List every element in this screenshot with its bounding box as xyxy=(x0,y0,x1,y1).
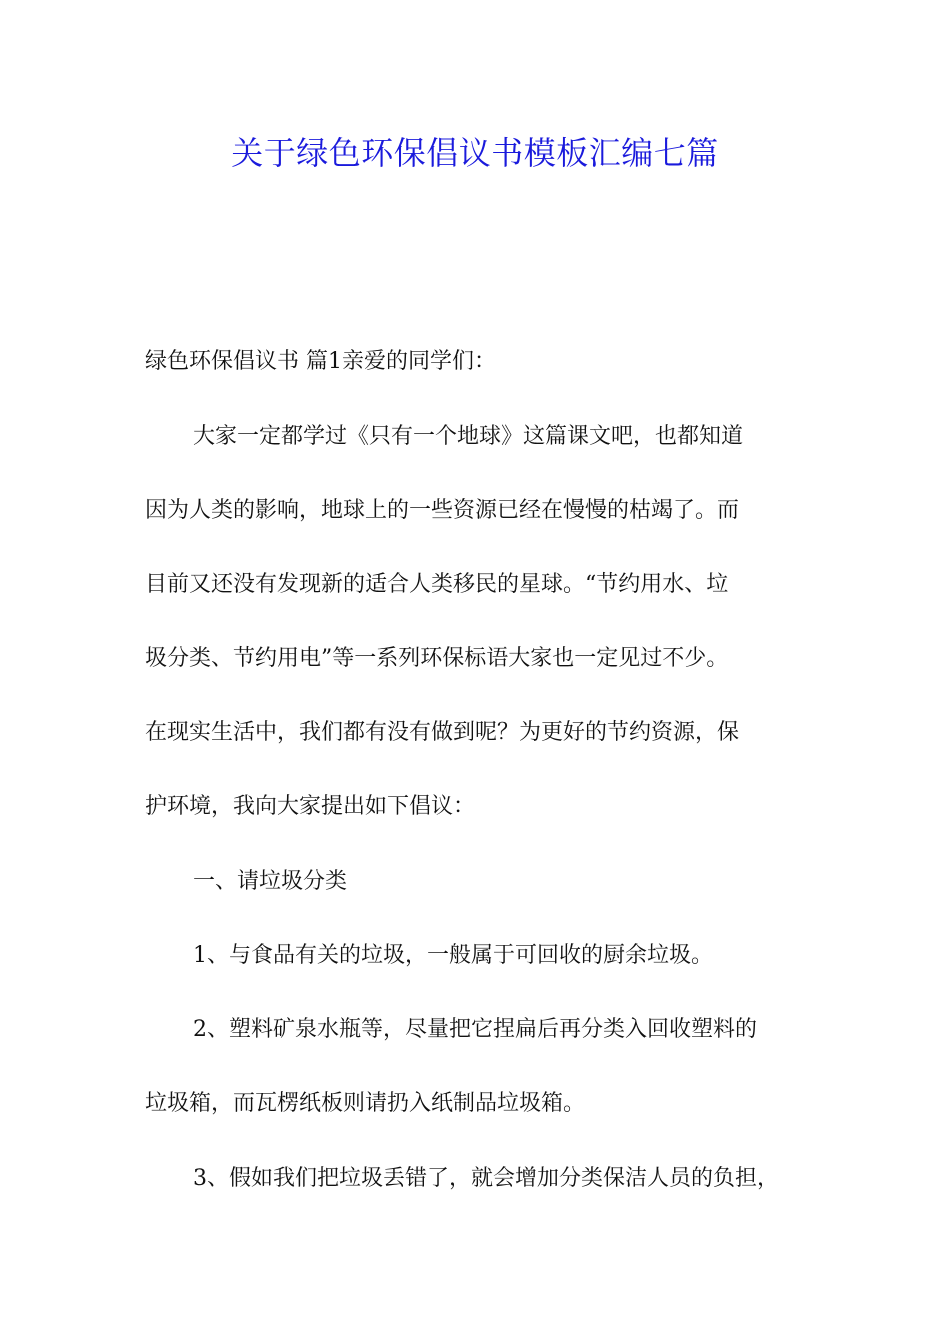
paragraph-line: 在现实生活中，我们都有没有做到呢？为更好的节约资源，保 xyxy=(145,720,740,745)
paragraph-line: 护环境，我向大家提出如下倡议： xyxy=(145,794,476,819)
list-item: 2、塑料矿泉水瓶等，尽量把它捏扁后再分类入回收塑料的 xyxy=(193,1017,757,1042)
paragraph-line: 垃圾箱，而瓦楞纸板则请扔入纸制品垃圾箱。 xyxy=(145,1091,586,1116)
document-title: 关于绿色环保倡议书模板汇编七篇 xyxy=(231,134,719,172)
paragraph-line: 大家一定都学过《只有一个地球》这篇课文吧，也都知道 xyxy=(193,424,744,449)
paragraph-line: 目前又还没有发现新的适合人类移民的星球。“节约用水、垃 xyxy=(145,572,729,597)
list-item: 3、假如我们把垃圾丢错了，就会增加分类保洁人员的负担， xyxy=(193,1166,779,1191)
list-item: 1、与食品有关的垃圾，一般属于可回收的厨余垃圾。 xyxy=(193,943,713,968)
paragraph-line: 因为人类的影响，地球上的一些资源已经在慢慢的枯竭了。而 xyxy=(145,498,740,523)
paragraph-line-salutation: 绿色环保倡议书 篇1亲爱的同学们： xyxy=(145,349,496,374)
paragraph-line: 圾分类、节约用电”等一系列环保标语大家也一定见过不少。 xyxy=(145,646,729,671)
section-heading: 一、请垃圾分类 xyxy=(193,869,348,894)
